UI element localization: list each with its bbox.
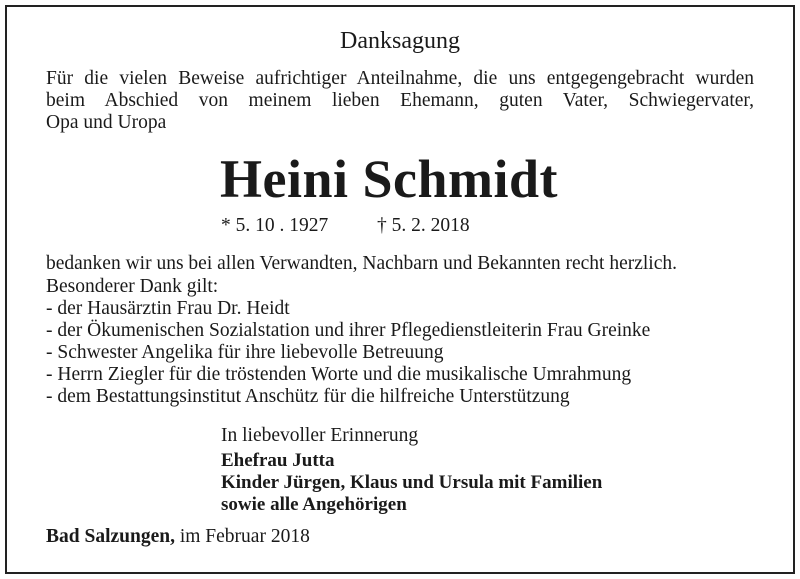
special-thanks-heading: Besonderer Dank gilt: <box>46 276 219 297</box>
family-line: Kinder Jürgen, Klaus und Ursula mit Familien <box>221 472 603 493</box>
intro-paragraph <box>46 68 754 134</box>
family-line: Ehefrau Jutta <box>221 450 335 471</box>
thanks-section <box>46 253 677 408</box>
intro-line: Opa und Uropa <box>46 112 167 133</box>
date: im Februar 2018 <box>179 526 310 547</box>
deceased-name: Heini Schmidt <box>220 149 559 209</box>
notice-heading: Danksagung <box>340 28 460 54</box>
family-line: sowie alle Angehörigen <box>221 494 407 515</box>
place-date <box>46 526 310 548</box>
family-signature <box>221 450 602 516</box>
birth-date: * 5. 10 . 1927 <box>221 215 329 236</box>
intro-line: beim Abschied von meinem lieben Ehemann, guten Vater, Schwiegervater, <box>46 90 754 111</box>
memory-line: In liebevoller Erinnerung <box>221 425 419 446</box>
special-thanks-item: - dem Bestattungsinstitut Anschütz für die hilfreiche Unterstützung <box>46 386 570 407</box>
place: Bad Salzungen, <box>46 526 175 547</box>
intro-line: Für die vielen Beweise aufrichtiger Anteilnahme, die uns entgegengebracht wurden <box>46 68 754 89</box>
special-thanks-item: - der Ökumenischen Sozialstation und ihrer Pflegedienstleiterin Frau Greinke <box>46 320 651 341</box>
special-thanks-item: - Schwester Angelika für ihre liebevolle Betreuung <box>46 342 444 363</box>
death-date: † 5. 2. 2018 <box>377 215 470 236</box>
thanks-line: bedanken wir uns bei allen Verwandten, Nachbarn und Bekannten recht herzlich. <box>46 253 677 274</box>
special-thanks-item: - Herrn Ziegler für die tröstenden Worte und die musikalische Umrahmung <box>46 364 632 385</box>
special-thanks-item: - der Hausärztin Frau Dr. Heidt <box>46 298 290 319</box>
